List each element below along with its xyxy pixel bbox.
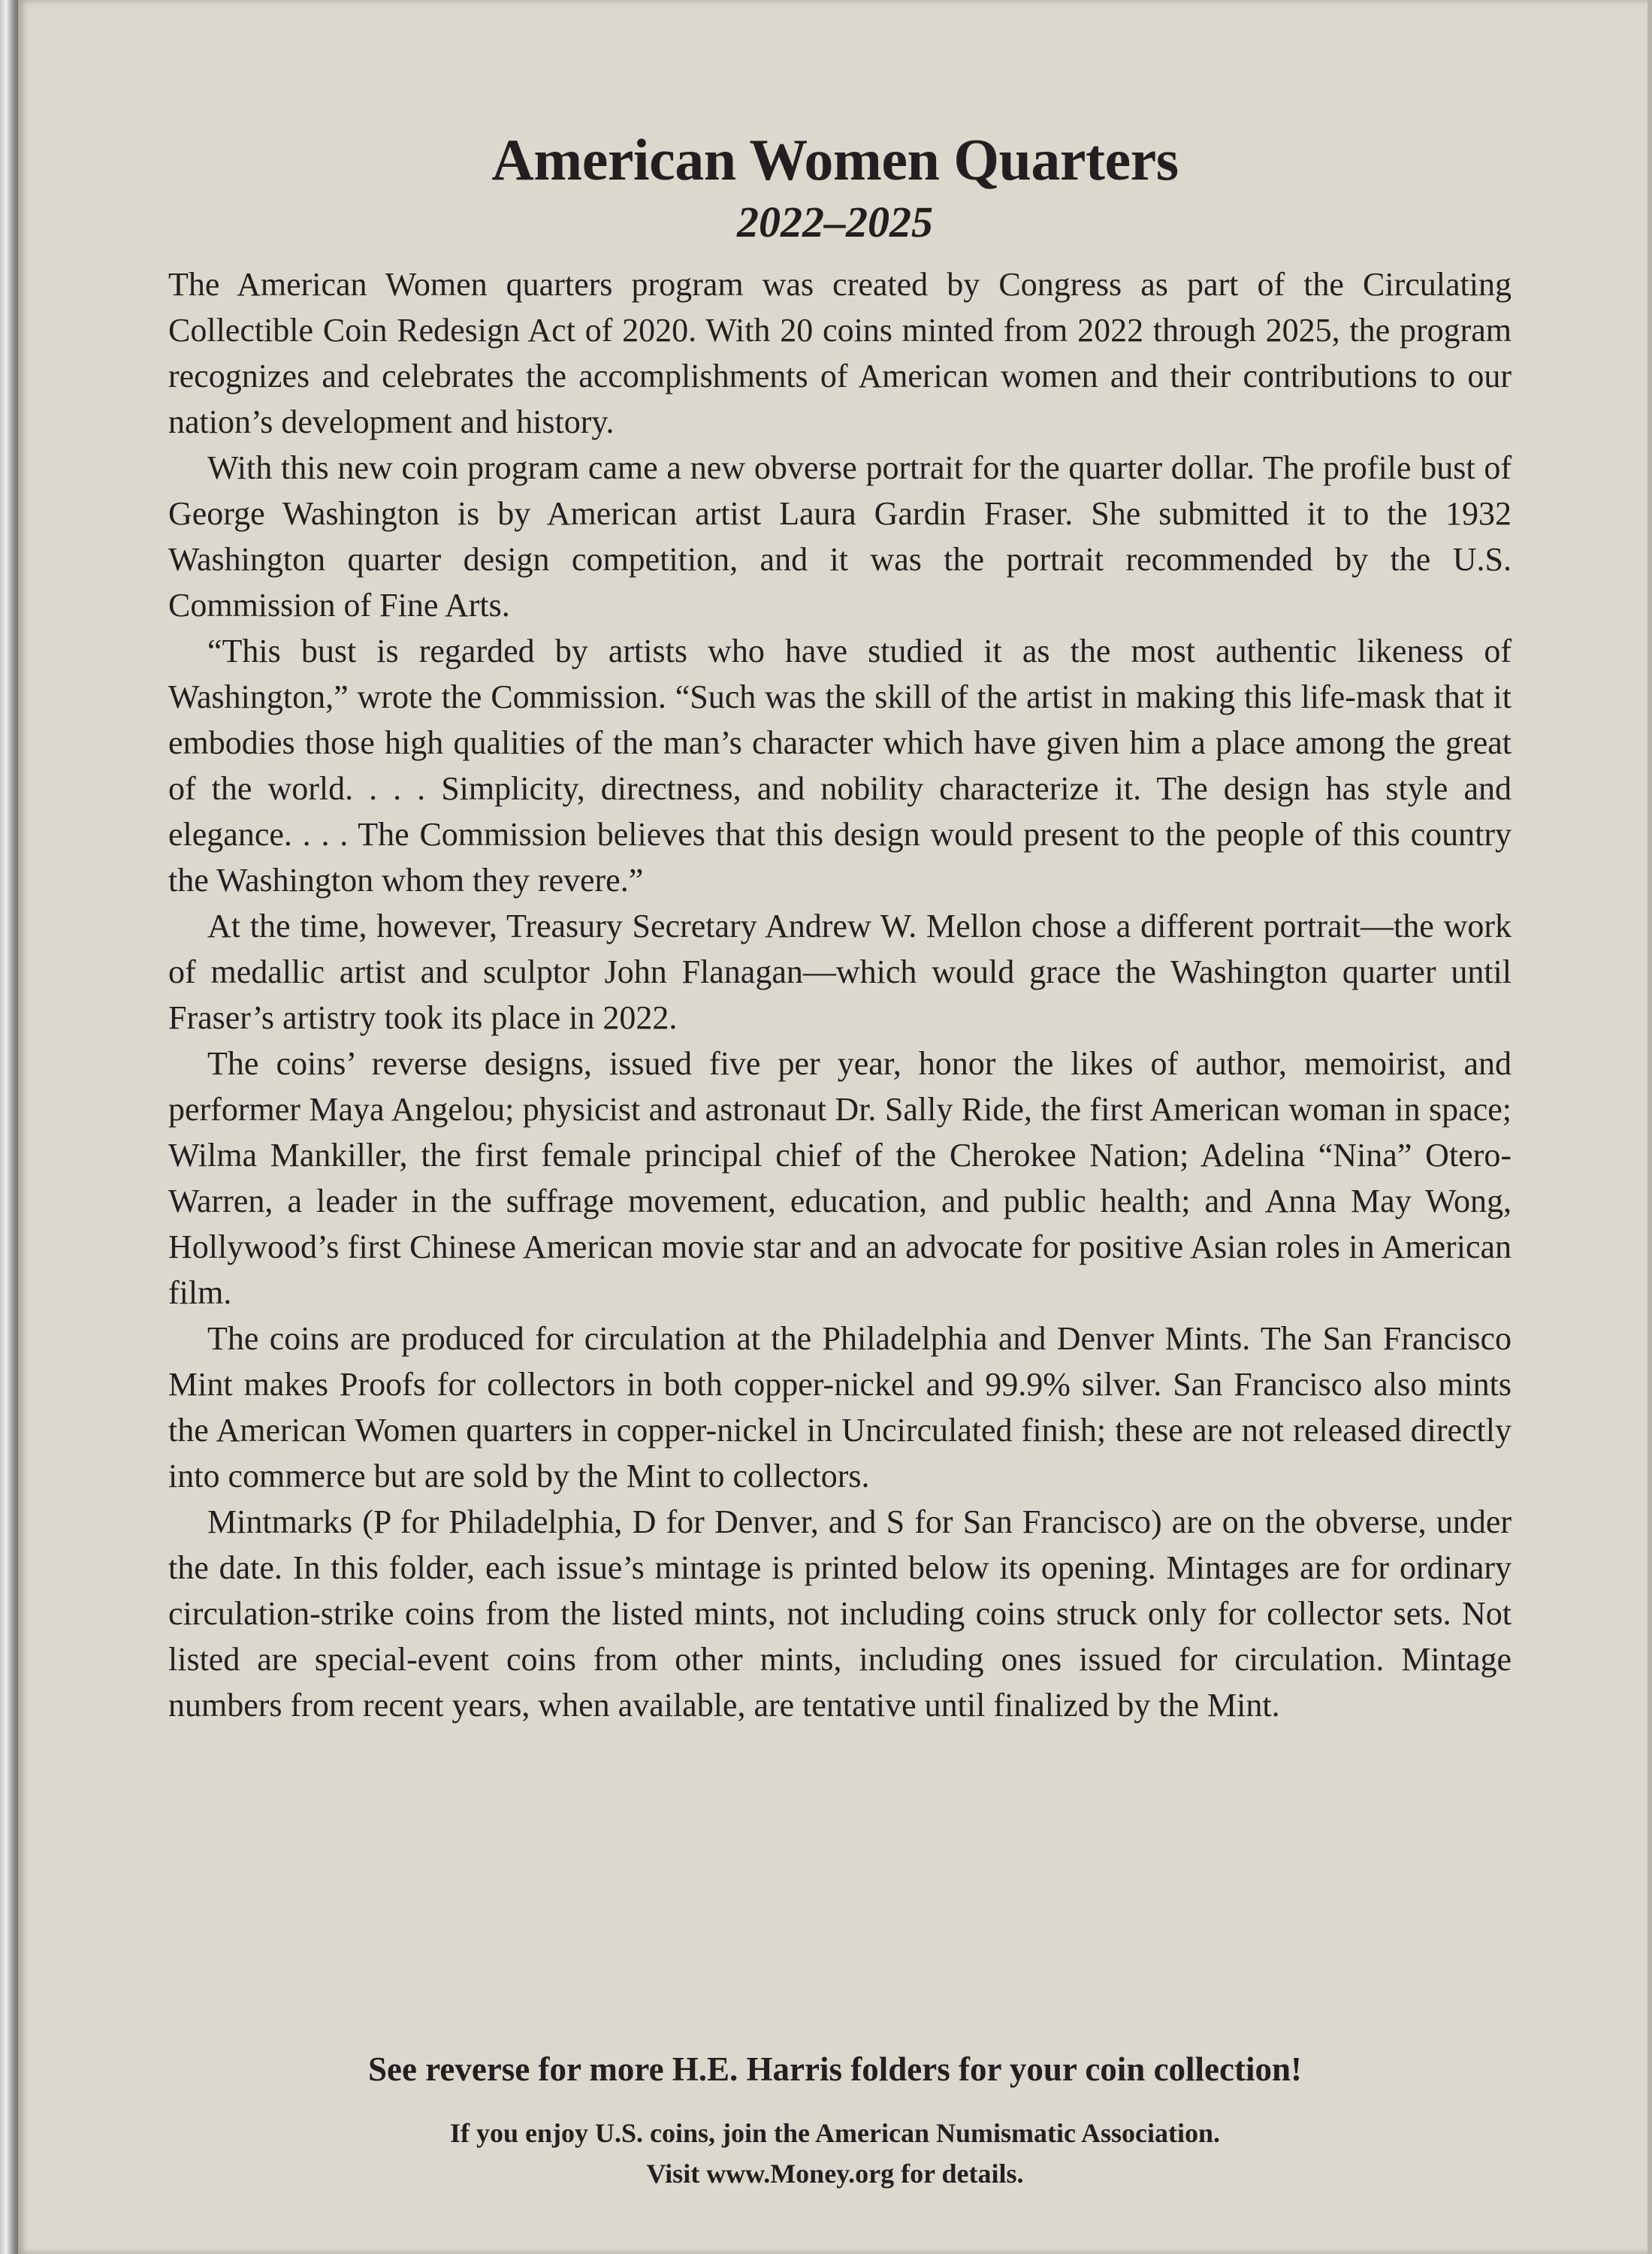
footer-ana-note <box>18 2113 1652 2194</box>
paragraph-reverse-designs: The coins’ reverse designs, issued five per year, honor the likes of author, memoirist, and performer Maya Angelou; physicist and astronaut Dr. Sally Ride, the first American woman in space; Wilma Mankiller, the first female principal chief of the Cherokee Nation; Adelina “Nina” Otero-Warren, a leader in the suffrage movement, education, and public health; and Anna May Wong, Hollywood’s first Chinese American movie star and an advocate for positive Asian roles in American film. <box>168 1045 1512 1311</box>
ana-website-line: Visit www.Money.org for details. <box>646 2159 1024 2189</box>
paragraph-mellon-choice: At the time, however, Treasury Secretary Andrew W. Mellon chose a different portrait—the work of medallic artist and sculptor John Flanagan—which would grace the Washington quarter until Fraser’s artistry took its place in 2022. <box>168 908 1512 1036</box>
folder-spine-edge <box>0 0 18 2254</box>
paragraph-program-intro: The American Women quarters program was created by Congress as part of the Circulating Collectible Coin Redesign Act of 2020. With 20 coins minted from 2022 through 2025, the program recognizes and celebrates the accomplishments of American women and their contributions to our nation’s development and history. <box>168 266 1512 440</box>
page-right-edge <box>1647 0 1652 2254</box>
page-title: American Women Quarters <box>491 127 1179 192</box>
article-body <box>168 261 1512 1728</box>
folder-back-page <box>18 0 1652 2254</box>
paragraph-obverse-portrait: With this new coin program came a new obverse portrait for the quarter dollar. The profile bust of George Washington is by American artist Laura Gardin Fraser. She submitted it to the 1932 Washington quarter design competition, and it was the portrait recommended by the U.S. Commission of Fine Arts. <box>168 449 1512 624</box>
footer-promo: See reverse for more H.E. Harris folders for your coin collection! <box>367 2050 1302 2088</box>
paragraph-production-mints: The coins are produced for circulation at the Philadelphia and Denver Mints. The San Francisco Mint makes Proofs for collectors in both copper-nickel and 99.9% silver. San Francisco also mints the American Women quarters in copper-nickel in Uncirculated finish; these are not released directly into commerce but are sold by the Mint to collectors. <box>168 1320 1512 1494</box>
ana-membership-line: If you enjoy U.S. coins, join the American Numismatic Association. <box>450 2118 1220 2148</box>
paragraph-commission-quote: “This bust is regarded by artists who have studied it as the most authentic likeness of Washington,” wrote the Commission. “Such was the skill of the artist in making this life-mask that it embodies those high qualities of the man’s character which have given him a place among the great of the world. . . . Simplicity, directness, and nobility characterize it. The design has style and elegance. . . . The Commission believes that this design would present to the people of this country the Washington whom they revere.” <box>168 633 1512 899</box>
date-range-subtitle: 2022–2025 <box>737 198 933 246</box>
paragraph-mintmarks: Mintmarks (P for Philadelphia, D for Denver, and S for San Francisco) are on the obverse, under the date. In this folder, each issue’s mintage is printed below its opening. Mintages are for ordinary circulation-strike coins from the listed mints, not including coins struck only for collector sets. Not listed are special-event coins from other mints, including ones issued for circulation. Mintage numbers from recent years, when available, are tentative until finalized by the Mint. <box>168 1503 1512 1724</box>
